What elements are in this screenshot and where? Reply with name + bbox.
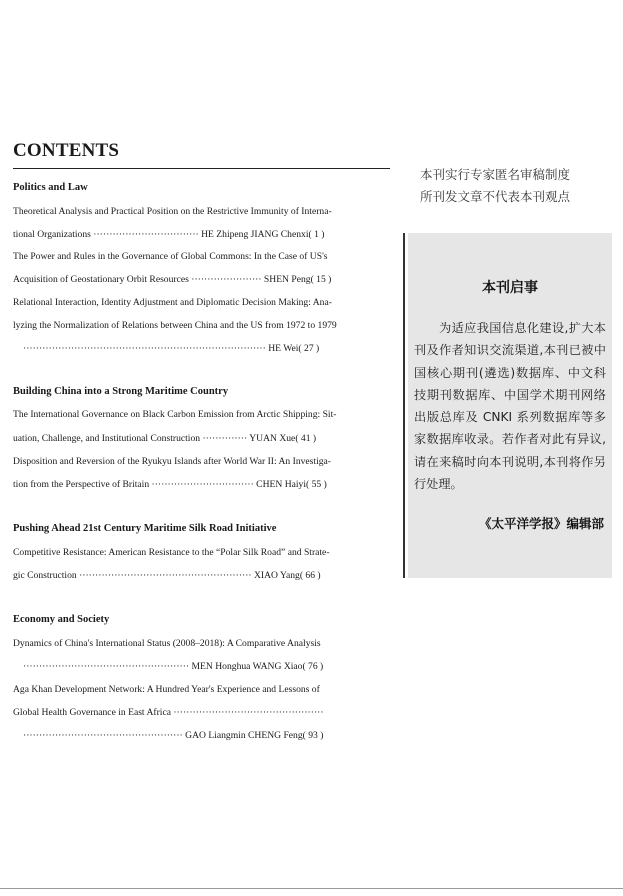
toc-line: Relational Interaction, Identity Adjustment and Diplomatic Decision Making: Ana- bbox=[13, 297, 332, 308]
toc-line: gic Construction ······················································ XIAO Yang( 66 ) bbox=[13, 570, 321, 581]
section-title: Economy and Society bbox=[13, 614, 110, 625]
sidenote-line: 本刊实行专家匿名审稿制度 bbox=[420, 167, 571, 182]
toc-line: Disposition and Reversion of the Ryukyu Islands after World War II: An Investiga- bbox=[13, 456, 331, 467]
section-title: Building China into a Strong Maritime Country bbox=[13, 386, 229, 397]
toc-line: tional Organizations ································· HE Zhipeng JIANG Chenxi( 1 ) bbox=[13, 229, 325, 240]
notice-signature: 《太平洋学报》编辑部 bbox=[478, 516, 604, 531]
page-bottom-rule bbox=[0, 888, 623, 889]
title-divider bbox=[13, 168, 390, 169]
toc-line: Competitive Resistance: American Resistance to the “Polar Silk Road” and Strate- bbox=[13, 547, 330, 558]
notice-body: 为适应我国信息化建设,扩大本刊及作者知识交流渠道,本刊已被中国核心期刊(遴选)数据库、中文科技期刊数据库、中国学术期刊网络出版总库及 CNKI 系列数据库等多家数据库收录。若作者对此有异议,请在来稿时向本刊说明,本刊将作另行处理。 bbox=[414, 321, 606, 492]
toc-line: Aga Khan Development Network: A Hundred Year's Experience and Lessons of bbox=[13, 684, 320, 695]
notice-box bbox=[408, 233, 612, 578]
toc-line: Theoretical Analysis and Practical Position on the Restrictive Immunity of Interna- bbox=[13, 206, 332, 217]
toc-line: Acquisition of Geostationary Orbit Resources ······················ SHEN Peng( 15 ) bbox=[13, 274, 332, 285]
toc-line: The Power and Rules in the Governance of Global Commons: In the Case of US's bbox=[13, 251, 328, 262]
toc-line: ············································································ HE Wei( 27 ) bbox=[23, 343, 320, 354]
notice-divider bbox=[403, 233, 405, 578]
section-title: Politics and Law bbox=[13, 182, 88, 193]
toc-line: tion from the Perspective of Britain ································ CHEN Haiyi( 55 ) bbox=[13, 479, 327, 490]
toc-line: ···················································· MEN Honghua WANG Xiao( 76 ) bbox=[23, 661, 324, 672]
toc-line: lyzing the Normalization of Relations between China and the US from 1972 to 1979 bbox=[13, 320, 337, 331]
editorial-sidenote bbox=[420, 164, 570, 208]
sidenote-line: 所刊发文章不代表本刊观点 bbox=[420, 189, 571, 204]
notice-title: 本刊启事 bbox=[482, 280, 538, 296]
toc-line: ·················································· GAO Liangmin CHENG Feng( 93 ) bbox=[23, 730, 324, 741]
toc-line: Dynamics of China's International Status (2008–2018): A Comparative Analysis bbox=[13, 638, 321, 649]
page-title: CONTENTS bbox=[13, 140, 120, 161]
toc-line: Global Health Governance in East Africa ··············································· bbox=[13, 707, 324, 718]
toc-line: uation, Challenge, and Institutional Construction ·············· YUAN Xue( 41 ) bbox=[13, 433, 317, 444]
toc-line: The International Governance on Black Carbon Emission from Arctic Shipping: Sit- bbox=[13, 409, 337, 420]
section-title: Pushing Ahead 21st Century Maritime Silk Road Initiative bbox=[13, 523, 277, 534]
